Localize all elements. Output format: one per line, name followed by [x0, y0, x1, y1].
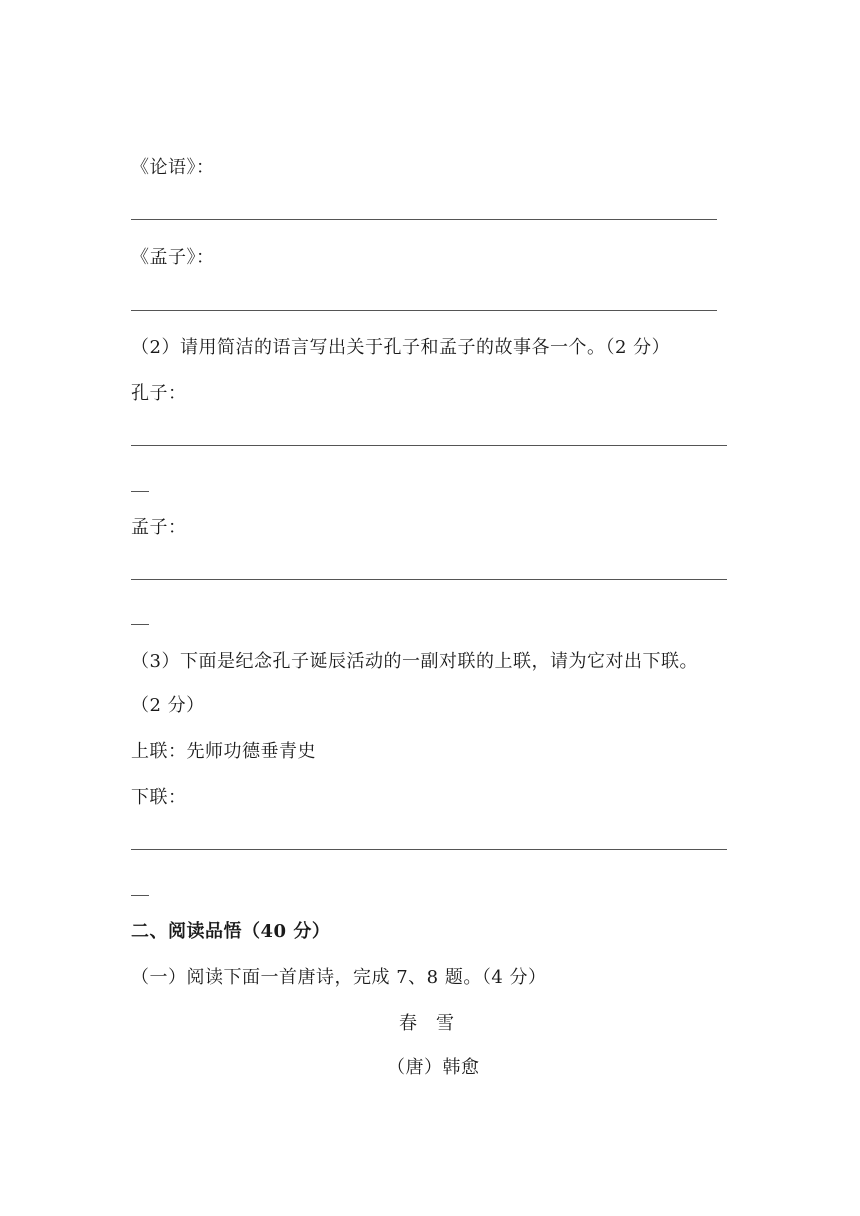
- kongzi-answer-line-overflow: [131, 491, 149, 492]
- poem-title: 春 雪: [399, 1013, 455, 1034]
- lunyu-answer-line: [131, 219, 717, 220]
- poem-author: （唐）韩愈: [387, 1057, 480, 1078]
- lunyu-label: 《论语》：: [131, 157, 215, 178]
- kongzi-label: 孔子：: [131, 383, 187, 404]
- xialian-answer-line-overflow: [131, 895, 149, 896]
- question-2: （2）请用简洁的语言写出关于孔子和孟子的故事各一个。（2 分）: [131, 337, 671, 358]
- mengzi-label: 孟子：: [131, 517, 187, 538]
- xialian-label: 下联：: [131, 787, 187, 808]
- mengzi-book-answer-line: [131, 310, 717, 311]
- question-3-line-1: （3）下面是纪念孔子诞辰活动的一副对联的上联，请为它对出下联。: [131, 651, 698, 672]
- mengzi-answer-line: [131, 579, 727, 580]
- shanglian: 上联：先师功德垂青史: [131, 741, 316, 762]
- question-3-line-2: （2 分）: [131, 695, 205, 716]
- mengzi-answer-line-overflow: [131, 624, 149, 625]
- kongzi-answer-line: [131, 445, 727, 446]
- mengzi-book-label: 《孟子》：: [131, 247, 215, 268]
- section-heading: 二、阅读品悟（40 分）: [131, 921, 331, 942]
- part-1-instruction: （一）阅读下面一首唐诗，完成 7、8 题。（4 分）: [131, 967, 547, 988]
- xialian-answer-line: [131, 849, 727, 850]
